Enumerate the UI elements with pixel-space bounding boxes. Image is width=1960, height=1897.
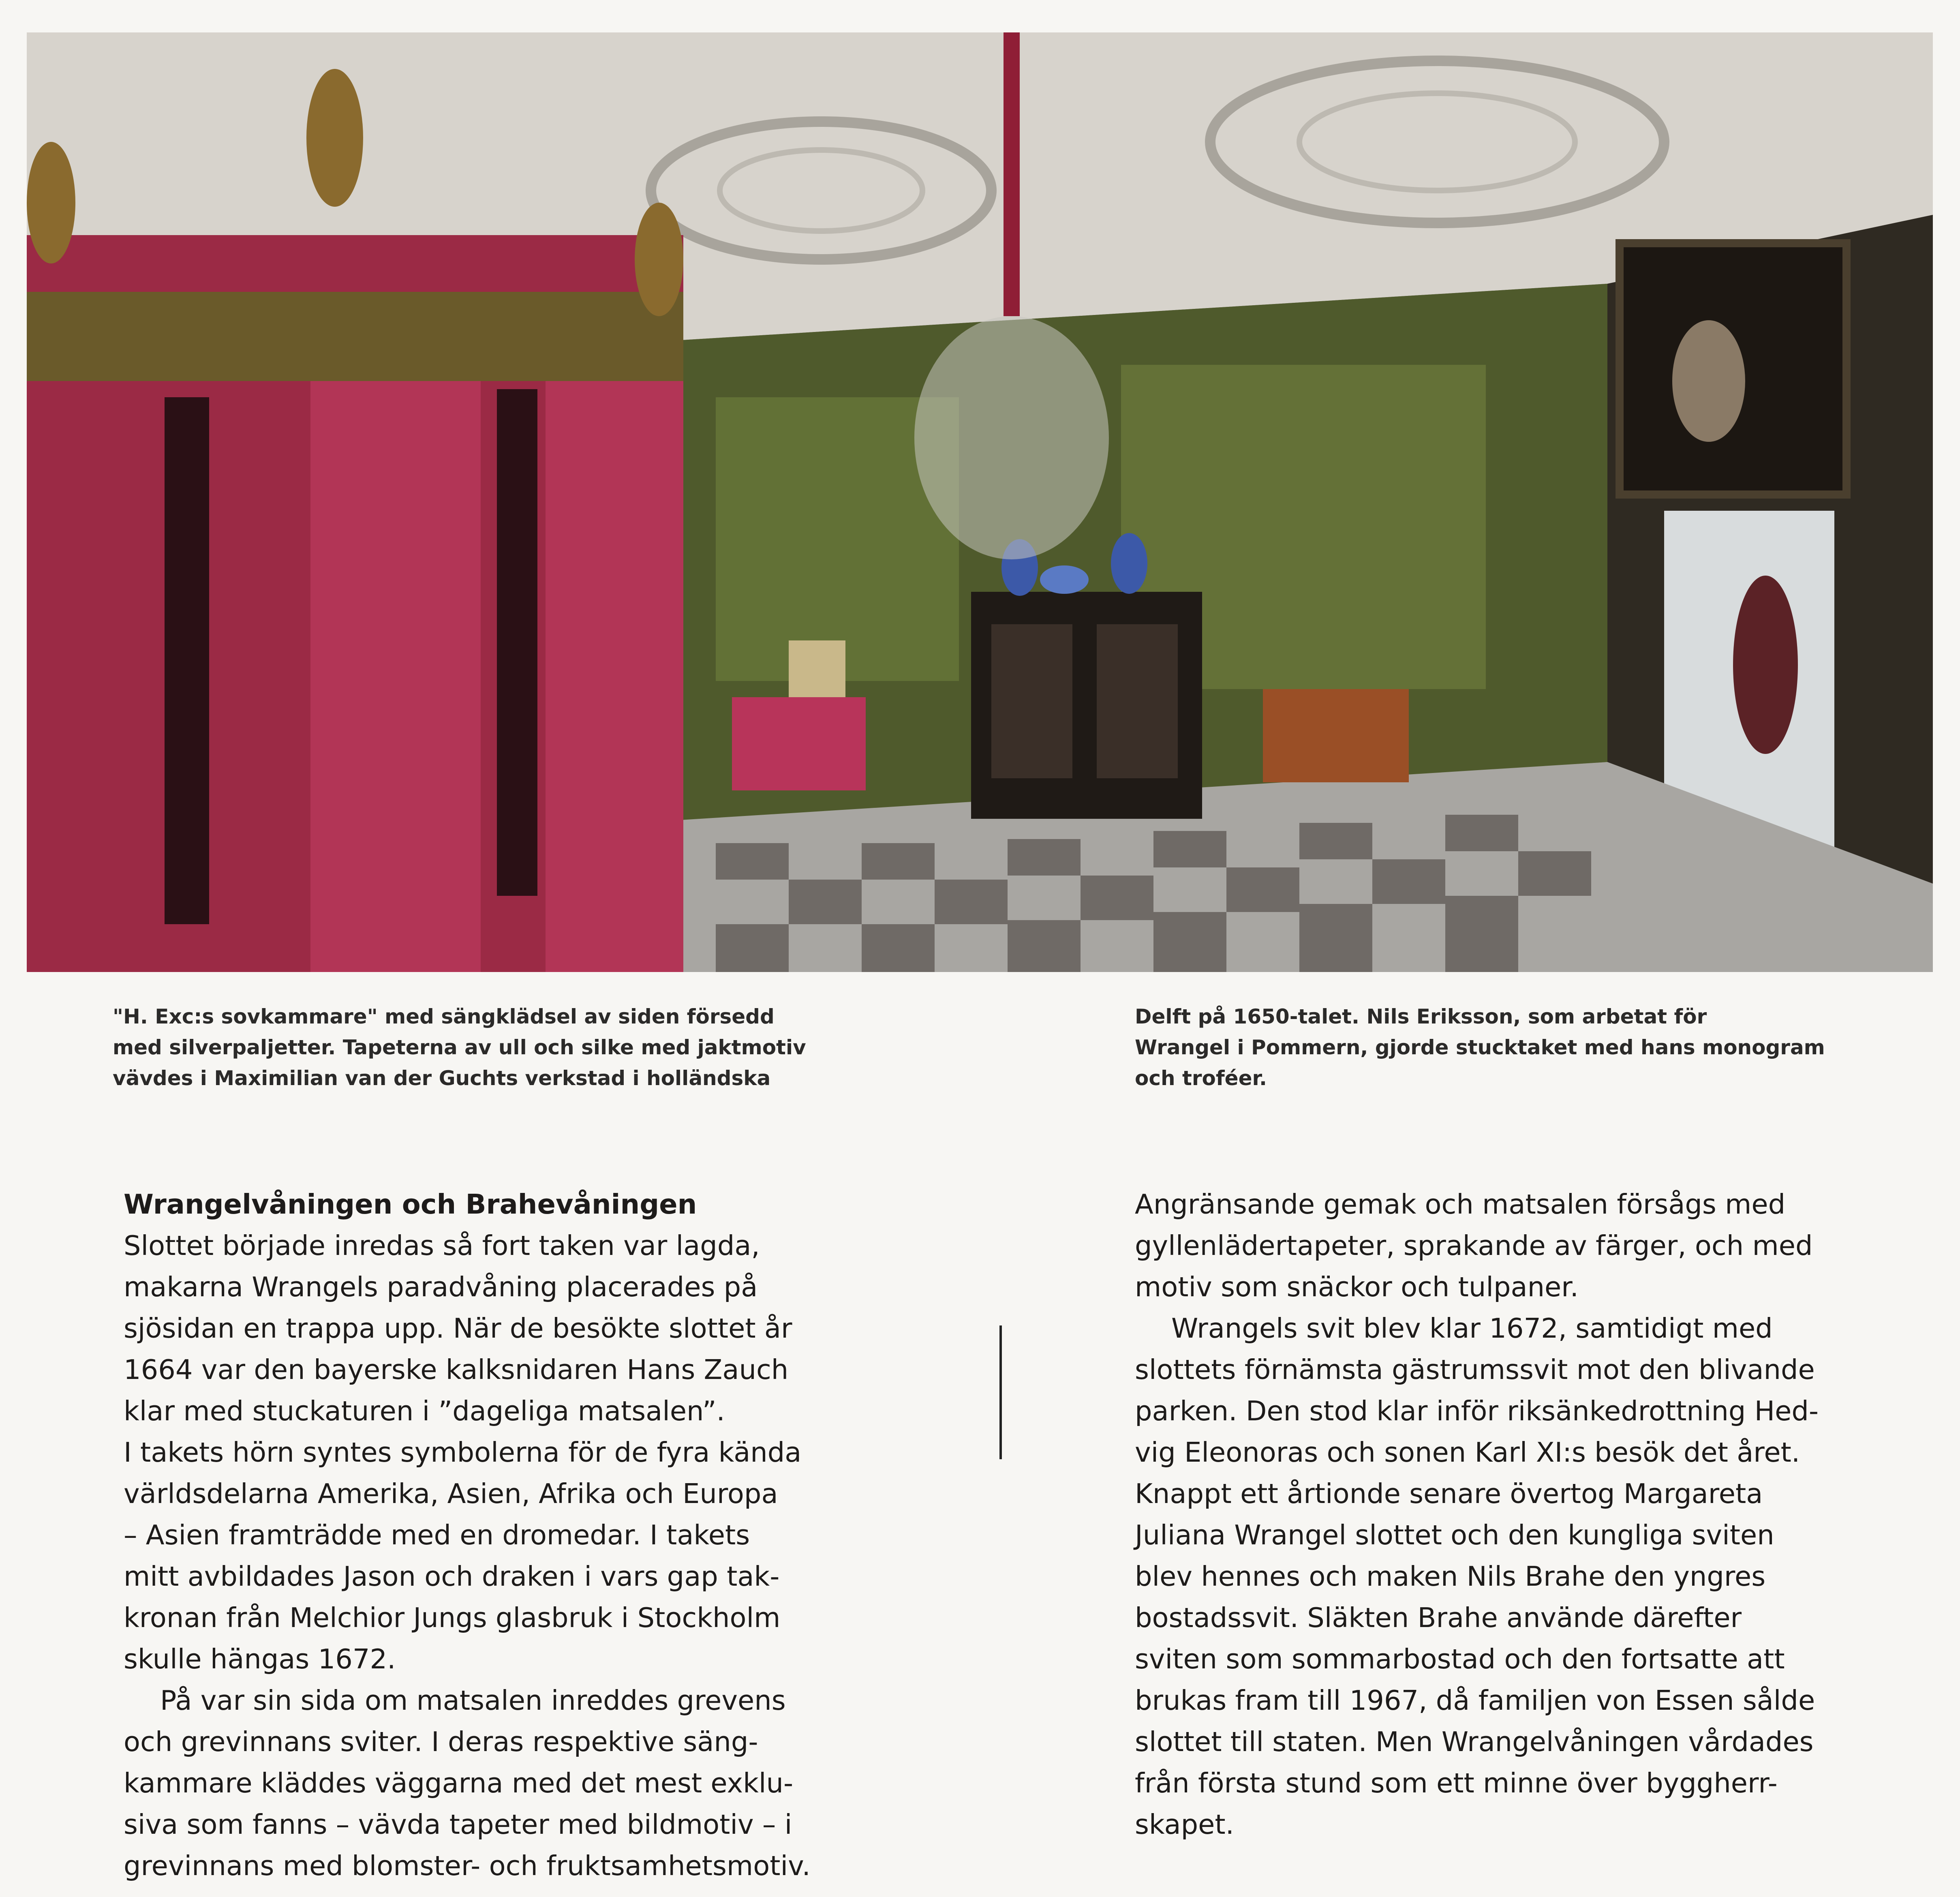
cabinet-door	[1097, 624, 1178, 778]
staple-mark	[999, 1325, 1002, 1419]
bed-gap	[165, 397, 209, 924]
right-column	[1135, 1184, 1819, 1845]
table-mirror	[789, 640, 845, 697]
chest	[1263, 689, 1409, 782]
body-line: sjösidan en trappa upp. När de besökte slottet år	[124, 1312, 792, 1344]
caption-line: vävdes i Maximilian van der Guchts verkstad i holländska	[113, 1066, 771, 1090]
body-line: kronan från Melchior Jungs glasbruk i Stockholm	[124, 1602, 781, 1634]
delft-vase	[1111, 533, 1147, 594]
chandelier-rope	[1004, 32, 1020, 316]
caption-line: "H. Exc:s sovkammare" med sängklädsel av siden försedd	[113, 1005, 775, 1028]
cabinet-door	[991, 624, 1072, 778]
photo-caption-left	[113, 1001, 806, 1094]
body-line: kammare kläddes väggarna med det mest exklu-	[124, 1767, 794, 1799]
caption-line: med silverpaljetter. Tapeterna av ull och silke med jaktmotiv	[113, 1036, 806, 1059]
body-line: klar med stuckaturen i ”dageliga matsalen”.	[124, 1395, 725, 1427]
painting-figure	[1672, 320, 1745, 442]
body-line: slottet till staten. Men Wrangelvåningen vårdades	[1135, 1726, 1814, 1758]
caption-line: och troféer.	[1135, 1066, 1267, 1090]
body-line: parken. Den stod klar inför riksänkedrottning Hed-	[1135, 1395, 1819, 1427]
body-line: – Asien framträdde med en dromedar. I takets	[124, 1519, 750, 1551]
body-line: I takets hörn syntes symbolerna för de fyra kända	[124, 1437, 802, 1468]
crystal-chandelier	[914, 316, 1109, 559]
interior-photo	[27, 32, 1933, 972]
left-column	[124, 1184, 811, 1886]
caption-line: Wrangel i Pommern, gjorde stucktaket med hans monogram	[1135, 1036, 1825, 1059]
side-table	[732, 697, 866, 790]
body-line: vig Eleonoras och sonen Karl XI:s besök det året.	[1135, 1437, 1800, 1468]
body-line: 1664 var den bayerske kalksnidaren Hans Zauch	[124, 1354, 789, 1385]
bed-valance	[27, 292, 683, 381]
body-line: makarna Wrangels paradvåning placerades på	[124, 1271, 758, 1303]
bed-finial	[27, 142, 75, 263]
body-line: Juliana Wrangel slottet och den kungliga sviten	[1135, 1519, 1774, 1551]
body-line: skapet.	[1135, 1809, 1234, 1840]
bed-curtain	[546, 381, 683, 972]
bed-finial	[635, 203, 683, 316]
caption-line: Delft på 1650-talet. Nils Eriksson, som arbetat för	[1135, 1005, 1707, 1028]
body-line: världsdelarna Amerika, Asien, Afrika och Europa	[124, 1478, 778, 1509]
body-line: från första stund som ett minne över byggherr-	[1135, 1767, 1778, 1799]
body-line: Slottet började inredas så fort taken var lagda,	[124, 1230, 760, 1261]
bed-finial	[306, 69, 363, 207]
body-line: brukas fram till 1967, då familjen von Essen sålde	[1135, 1685, 1815, 1716]
body-line: Wrangels svit blev klar 1672, samtidigt med	[1171, 1312, 1773, 1344]
body-line: På var sin sida om matsalen inreddes grevens	[160, 1685, 786, 1716]
bedroom-illustration	[27, 32, 1933, 972]
body-line: och grevinnans sviter. I deras respektive säng-	[124, 1726, 758, 1758]
body-line: mitt avbildades Jason och draken i vars gap tak-	[124, 1561, 780, 1592]
delft-bowl	[1040, 565, 1089, 594]
body-line: siva som fanns – vävda tapeter med bildmotiv – i	[124, 1809, 792, 1840]
body-line: sviten som sommarbostad och den fortsatte att	[1135, 1643, 1785, 1675]
body-line: grevinnans med blomster- och fruktsamhetsmotiv.	[124, 1850, 811, 1882]
bed-curtain	[310, 381, 481, 972]
section-heading: Wrangelvåningen och Brahevåningen	[124, 1188, 697, 1220]
body-line: Knappt ett årtionde senare övertog Margareta	[1135, 1478, 1763, 1509]
figure-in-doorway	[1733, 576, 1798, 754]
body-line: bostadssvit. Släkten Brahe använde därefter	[1135, 1602, 1742, 1634]
body-line: skulle hängas 1672.	[124, 1643, 396, 1675]
body-line: gyllenlädertapeter, sprakande av färger, och med	[1135, 1230, 1813, 1261]
body-line: motiv som snäckor och tulpaner.	[1135, 1271, 1579, 1303]
bed-gap	[497, 389, 537, 896]
body-line: slottets förnämsta gästrumssvit mot den blivande	[1135, 1354, 1815, 1385]
body-line: blev hennes och maken Nils Brahe den yngres	[1135, 1561, 1766, 1592]
body-line: Angränsande gemak och matsalen försågs med	[1135, 1188, 1786, 1220]
photo-caption-right	[1135, 1001, 1825, 1094]
staple-mark	[999, 1407, 1002, 1459]
